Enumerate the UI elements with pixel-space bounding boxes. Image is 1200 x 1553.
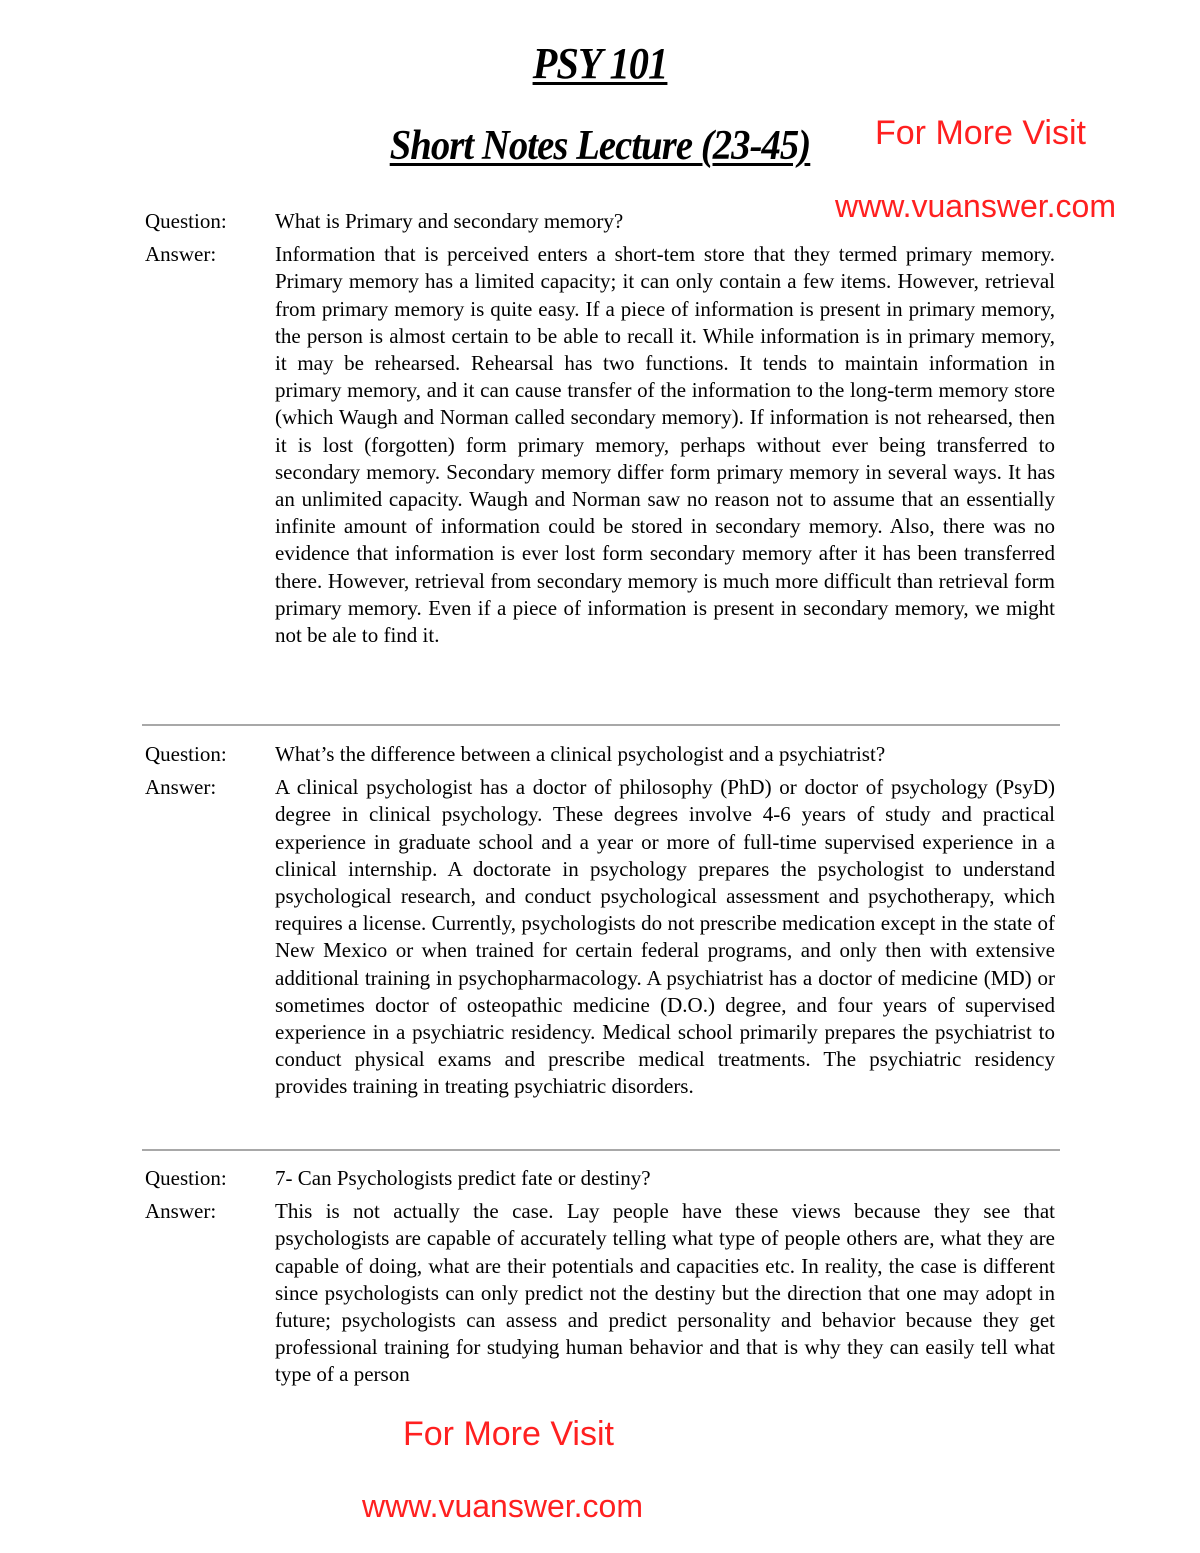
- answer-row: [145, 1198, 1060, 1388]
- promo-url-top[interactable]: www.vuanswer.com: [835, 188, 1116, 224]
- qa-block-2: [145, 741, 1060, 1101]
- promo-url-bottom[interactable]: www.vuanswer.com: [362, 1488, 643, 1524]
- course-title: PSY 101: [532, 39, 668, 88]
- question-label: Question:: [145, 1166, 227, 1190]
- question-row: [145, 741, 1060, 768]
- promo-text-bottom: For More Visit: [403, 1415, 614, 1453]
- answer-row: [145, 774, 1060, 1100]
- qa-block-1: [145, 208, 1060, 649]
- answer-label: Answer:: [145, 1199, 217, 1224]
- question-text: What is Primary and secondary memory?: [275, 209, 624, 233]
- section-divider: [142, 724, 1060, 726]
- answer-label: Answer:: [145, 242, 217, 267]
- answer-row: [145, 241, 1060, 649]
- question-text: 7- Can Psychologists predict fate or destiny?: [275, 1166, 651, 1190]
- question-row: [145, 1165, 1060, 1192]
- section-divider: [142, 1149, 1060, 1151]
- answer-text: Information that is perceived enters a short-tem store that they termed primary memory. Primary memory has a limited capacity; it can only contain a few items. However, retrieval from primary memory is quite easy. If a piece of information is present in primary memory, the person is almost certain to be able to recall it. While information is in primary memory, it may be rehearsed. Rehearsal has two functions. It tends to maintain information in primary memory, and it can cause transfer of the information to the long-term memory store (which Waugh and Norman called secondary memory). If information is not rehearsed, then it is lost (forgotten) form primary memory, perhaps without ever being transferred to secondary memory. Secondary memory differ form primary memory in several ways. It has an unlimited capacity. Waugh and Norman saw no reason not to assume that an essentially infinite amount of information could be stored in secondary memory. Also, there was no evidence that information is ever lost form secondary memory after it has been transferred there. However, retrieval from secondary memory is much more difficult than retrieval form primary memory. Even if a piece of information is present in secondary memory, we might not be ale to find it.: [275, 242, 1055, 648]
- question-label: Question:: [145, 209, 227, 233]
- answer-text: A clinical psychologist has a doctor of philosophy (PhD) or doctor of psychology (PsyD) degree in clinical psychology. These degrees involve 4-6 years of study and practical experience in graduate school and a year or more of full-time supervised experience in a clinical internship. A doctorate in psychology prepares the psychologist to understand psychological research, and conduct psychological assessment and psychotherapy, which requires a license. Currently, psychologists do not prescribe medication except in the state of New Mexico or when trained for certain federal programs, and only then with extensive additional training in psychopharmacology. A psychiatrist has a doctor of medicine (MD) or sometimes doctor of osteopathic medicine (D.O.) degree, and four years of supervised experience in a psychiatric residency. Medical school primarily prepares the psychiatrist to conduct physical exams and prescribe medical treatments. The psychiatric residency provides training in treating psychiatric disorders.: [275, 775, 1055, 1099]
- promo-text-top: For More Visit: [875, 114, 1086, 152]
- answer-text: This is not actually the case. Lay people have these views because they see that psychologists are capable of accurately telling what type of people others are, what they are capable of doing, what are their potentials and capacities etc. In reality, the case is different since psychologists can only predict not the destiny but the direction that one may adopt in future; psychologists can assess and predict personality and behavior because they get professional training for studying human behavior and that is why they can easily tell what type of a person: [275, 1199, 1055, 1387]
- lecture-subtitle: Short Notes Lecture (23-45): [389, 123, 811, 169]
- question-text: What’s the difference between a clinical psychologist and a psychiatrist?: [275, 742, 886, 766]
- question-label: Question:: [145, 742, 227, 766]
- qa-block-3: [145, 1165, 1060, 1389]
- question-row: [145, 208, 1060, 235]
- answer-label: Answer:: [145, 775, 217, 800]
